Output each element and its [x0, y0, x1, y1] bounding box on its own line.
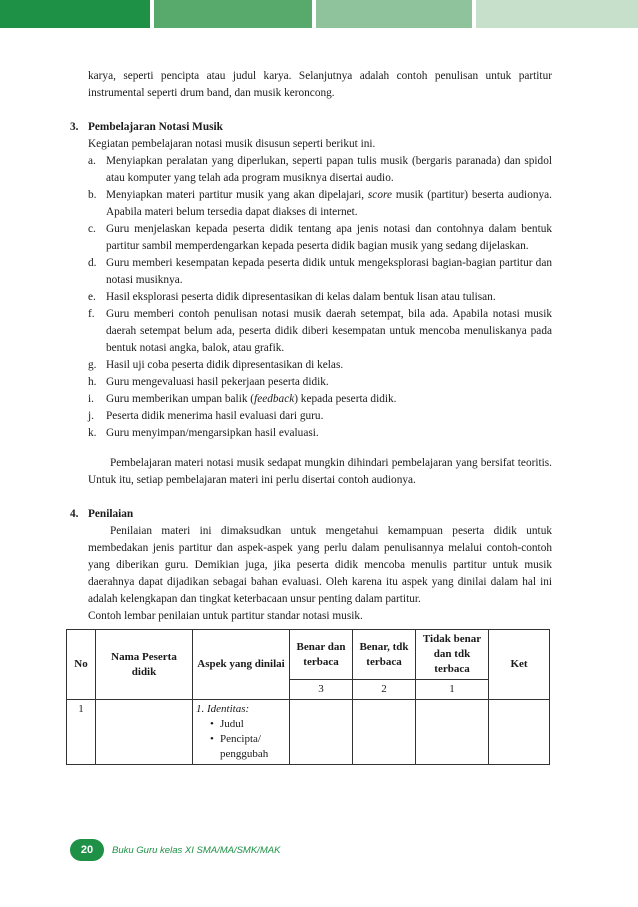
table-row: [67, 700, 550, 765]
page-footer: [70, 837, 280, 863]
header-color-bar: [0, 0, 638, 28]
col-header-ket: Ket: [489, 630, 550, 700]
col-header-tidak: Tidak benar dan tdk terbaca: [416, 630, 489, 680]
aspek-title: 1. Identitas:: [196, 703, 250, 715]
section-4-paragraph: Penilaian materi ini dimaksudkan untuk mengetahui kemampuan peserta didik untuk membedakan jenis partitur dan aspek-aspek yang perlu dalam penulisannya melalui contoh-contoh yang diberikan guru. Demikian juga, jika peserta didik mencoba menulis partitur untuk musik daerahnya dapat dijadikan sebagai bahan evaluasi. Oleh karena itu aspek yang dinilai dalam hal ini adalah kelengkapan dan tingkat keterbacaan unsur penting dalam partitur.: [88, 525, 552, 605]
col-header-aspek: Aspek yang dinilai: [193, 630, 290, 700]
list-item: e. Hasil eksplorasi peserta didik dipresentasikan di kelas dalam bentuk lisan atau tulisan.: [88, 291, 496, 303]
list-item: d. Guru memberi kesempatan kepada peserta didik untuk mengeksplorasi bagian-bagian partitur dan notasi musiknya.: [88, 257, 552, 286]
header-bar-segment: [476, 0, 638, 28]
list-item: b. Menyiapkan materi partitur musik yang akan dipelajari, score musik (partitur) beserta audionya. Apabila materi belum tersedia dapat diakses di internet.: [88, 189, 552, 218]
header-bar-segment: [316, 0, 472, 28]
list-item: k. Guru menyimpan/mengarsipkan hasil evaluasi.: [88, 427, 319, 439]
score-1: 1: [416, 680, 489, 700]
cell-aspek: [193, 700, 290, 765]
list-item: h. Guru mengevaluasi hasil pekerjaan peserta didik.: [88, 376, 329, 388]
cell-tidak: [416, 700, 489, 765]
list-item: f. Guru memberi contoh penulisan notasi musik daerah setempat, bila ada. Apabila notasi musik daerah setempat belum ada, peserta didik diberi kesempatan untuk mencoba menuliskanya pada bentuk notasi angka, balok, atau grafik.: [88, 308, 552, 354]
col-header-benar: Benar dan terbaca: [290, 630, 353, 680]
list-item: i. Guru memberikan umpan balik (feedback) kepada peserta didik.: [88, 393, 397, 405]
score-3: 3: [290, 680, 353, 700]
section-number: 4.: [70, 508, 79, 520]
assessment-table: [66, 629, 550, 765]
book-title: Buku Guru kelas XI SMA/MA/SMK/MAK: [112, 844, 281, 856]
cell-benar-tdk: [353, 700, 416, 765]
cell-ket: [489, 700, 550, 765]
intro-paragraph: karya, seperti pencipta atau judul karya. Selanjutnya adalah contoh penulisan untuk partitur instrumental seperti drum band, dan musik keroncong.: [88, 70, 552, 99]
section-number: 3.: [70, 121, 79, 133]
page-content: [66, 68, 552, 765]
header-bar-segment: [0, 0, 150, 28]
cell-nama: [96, 700, 193, 765]
section-title: Pembelajaran Notasi Musik: [88, 121, 223, 133]
aspek-bullet: • Pencipta/ penggubah: [210, 733, 269, 760]
list-item: g. Hasil uji coba peserta didik dipresentasikan di kelas.: [88, 359, 344, 371]
col-header-no: No: [67, 630, 96, 700]
cell-benar: [290, 700, 353, 765]
section-title: Penilaian: [88, 508, 134, 520]
section-3-lead: Kegiatan pembelajaran notasi musik disusun seperti berikut ini.: [88, 138, 376, 150]
list-item: c. Guru menjelaskan kepada peserta didik tentang apa jenis notasi dan contohnya dalam bentuk partitur sambil memperdengarkan kepada peserta didik bagian musik yang sedang dijelaskan.: [88, 223, 552, 252]
section-3-closing: Pembelajaran materi notasi musik sedapat mungkin dihindari pembelajaran yang bersifat teoritis. Untuk itu, setiap pembelajaran materi ini perlu disertai contoh audionya.: [88, 457, 552, 486]
page-number-badge: 20: [70, 839, 104, 861]
table-intro: Contoh lembar penilaian untuk partitur standar notasi musik.: [88, 610, 363, 622]
list-item: j. Peserta didik menerima hasil evaluasi dari guru.: [88, 410, 324, 422]
col-header-nama: Nama Peserta didik: [96, 630, 193, 700]
header-bar-segment: [154, 0, 312, 28]
cell-no: 1: [67, 700, 96, 765]
col-header-benar-tdk: Benar, tdk terbaca: [353, 630, 416, 680]
aspek-bullet: • Judul: [210, 718, 244, 730]
section-4-heading: [66, 506, 552, 523]
list-item: a. Menyiapkan peralatan yang diperlukan, seperti papan tulis musik (bergaris paranada) dan spidol atau komputer yang telah ada program musiknya disertai audio.: [88, 155, 552, 184]
score-2: 2: [353, 680, 416, 700]
section-3-heading: [66, 119, 552, 136]
